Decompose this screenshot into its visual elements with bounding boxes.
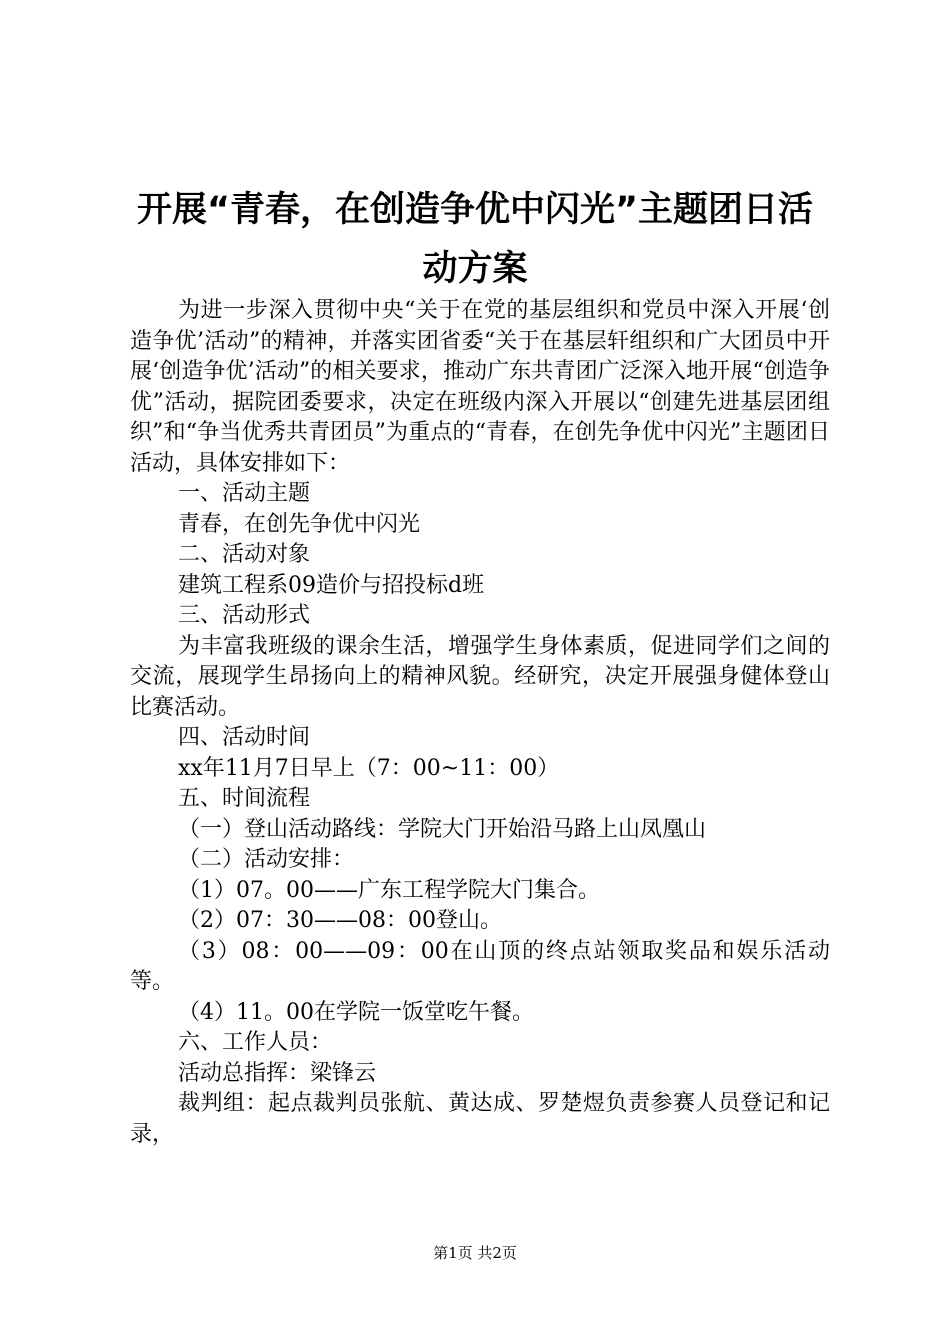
arrangement-heading: （二）活动安排： bbox=[178, 847, 355, 872]
intro-paragraph: 为进一步深入贯彻中央“关于在党的基层组织和党员中深入开展‘创造争优’活动”的精神，并落实团省委“关于在基层轩组织和广大团员中开展‘创造争优’活动”的相关要求，推动广东共青团广泛深入地开展“创造争优”活动，据院团委要求，决定在班级内深入开展以“创建先进基层团组织”和“争当优秀共青团员”为重点的“青春，在创先争优中闪光”主题团日活动，具体安排如下： bbox=[130, 298, 830, 476]
section-heading-theme: 一、活动主题 bbox=[178, 481, 311, 506]
schedule-item-3: （3）08：00——09：00在山顶的终点站领取奖品和娱乐活动等。 bbox=[130, 938, 830, 994]
commander-text: 活动总指挥：梁锋云 bbox=[178, 1060, 377, 1086]
route-text: （一）登山活动路线：学院大门开始沿马路上山凤凰山 bbox=[178, 816, 707, 842]
time-text: xx年11月7日早上（7：00~11：00） bbox=[178, 755, 560, 781]
page-footer: 第1页 共2页 bbox=[433, 1244, 517, 1262]
document-title-line-2: 动方案 bbox=[422, 249, 528, 289]
schedule-item-1: （1）07。00——广东工程学院大门集合。 bbox=[178, 877, 600, 903]
section-heading-process: 五、时间流程 bbox=[178, 786, 311, 811]
referee-paragraph: 裁判组：起点裁判员张航、黄达成、罗楚煜负责参赛人员登记和记录， bbox=[130, 1091, 830, 1147]
schedule-item-4: （4）11。00在学院一饭堂吃午餐。 bbox=[178, 999, 534, 1025]
section-heading-target: 二、活动对象 bbox=[178, 542, 311, 567]
section-heading-form: 三、活动形式 bbox=[178, 603, 311, 628]
section-heading-staff: 六、工作人员： bbox=[178, 1030, 333, 1055]
document-body bbox=[130, 296, 830, 1150]
target-text: 建筑工程系09造价与招投标d班 bbox=[178, 572, 485, 598]
document-title-line-1: 开展“青春，在创造争优中闪光”主题团日活 bbox=[136, 190, 813, 230]
form-paragraph: 为丰富我班级的课余生活，增强学生身体素质，促进同学们之间的交流，展现学生昂扬向上的精神风貌。经研究，决定开展强身健体登山比赛活动。 bbox=[130, 633, 830, 720]
schedule-item-2: （2）07：30——08：00登山。 bbox=[178, 908, 502, 933]
theme-text: 青春，在创先争优中闪光 bbox=[178, 511, 421, 537]
section-heading-time: 四、活动时间 bbox=[178, 725, 311, 750]
